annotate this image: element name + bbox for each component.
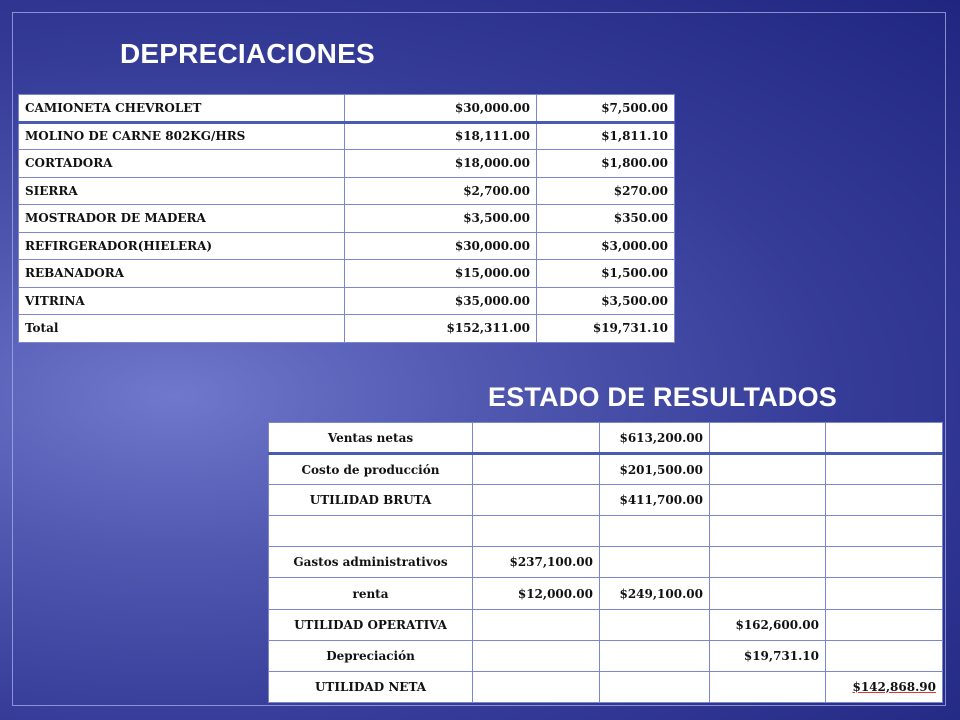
utilidad-neta-value xyxy=(826,671,943,702)
table-row xyxy=(269,671,943,702)
amount-cell xyxy=(710,547,826,578)
amount-cell: $249,100.00 xyxy=(600,578,710,609)
item-cell: REFIRGERADOR(HIELERA) xyxy=(19,232,345,260)
depreciacion-cell: $1,500.00 xyxy=(537,260,675,288)
table-row xyxy=(19,122,675,150)
depreciacion-cell: $19,731.10 xyxy=(537,315,675,343)
amount-cell xyxy=(600,516,710,547)
table-row xyxy=(269,547,943,578)
depreciacion-cell: $1,811.10 xyxy=(537,122,675,150)
amount-cell xyxy=(826,485,943,516)
valor-cell: $15,000.00 xyxy=(345,260,537,288)
item-cell: MOLINO DE CARNE 802KG/HRS xyxy=(19,122,345,150)
valor-cell: $3,500.00 xyxy=(345,205,537,233)
table-row xyxy=(19,150,675,178)
valor-cell: $18,111.00 xyxy=(345,122,537,150)
amount-cell: $613,200.00 xyxy=(600,423,710,454)
item-cell: VITRINA xyxy=(19,287,345,315)
table-row xyxy=(269,423,943,454)
table-row xyxy=(269,454,943,485)
concepto-cell: Costo de producción xyxy=(269,454,473,485)
table-row xyxy=(269,609,943,640)
item-cell: CAMIONETA CHEVROLET xyxy=(19,95,345,123)
item-cell: SIERRA xyxy=(19,177,345,205)
concepto-cell: UTILIDAD NETA xyxy=(269,671,473,702)
table-row xyxy=(19,287,675,315)
amount-cell: $201,500.00 xyxy=(600,454,710,485)
table-row xyxy=(19,95,675,123)
depreciaciones-table xyxy=(18,94,675,343)
valor-cell: $30,000.00 xyxy=(345,232,537,260)
amount-cell xyxy=(600,547,710,578)
concepto-cell: renta xyxy=(269,578,473,609)
concepto-cell: UTILIDAD OPERATIVA xyxy=(269,609,473,640)
valor-cell: $2,700.00 xyxy=(345,177,537,205)
amount-cell xyxy=(473,454,600,485)
amount-cell: $411,700.00 xyxy=(600,485,710,516)
concepto-cell: Ventas netas xyxy=(269,423,473,454)
amount-cell xyxy=(600,671,710,702)
amount-cell xyxy=(600,640,710,671)
item-cell: MOSTRADOR DE MADERA xyxy=(19,205,345,233)
table-row xyxy=(269,485,943,516)
amount-cell xyxy=(710,578,826,609)
table-row xyxy=(269,516,943,547)
table-row xyxy=(19,177,675,205)
concepto-cell: Gastos administrativos xyxy=(269,547,473,578)
valor-cell: $35,000.00 xyxy=(345,287,537,315)
amount-cell: $12,000.00 xyxy=(473,578,600,609)
depreciacion-cell: $3,000.00 xyxy=(537,232,675,260)
estado-resultados-title: ESTADO DE RESULTADOS xyxy=(488,382,838,412)
amount-cell xyxy=(473,640,600,671)
amount-cell xyxy=(710,485,826,516)
depreciaciones-title: DEPRECIACIONES xyxy=(120,38,375,69)
total-row xyxy=(19,315,675,343)
amount-cell: $162,600.00 xyxy=(710,609,826,640)
valor-cell: $30,000.00 xyxy=(345,95,537,123)
estado-resultados-table xyxy=(268,422,943,703)
amount-cell xyxy=(826,547,943,578)
table-row xyxy=(19,232,675,260)
amount-cell xyxy=(826,516,943,547)
amount-cell xyxy=(710,516,826,547)
table-row xyxy=(269,640,943,671)
item-cell: REBANADORA xyxy=(19,260,345,288)
amount-cell xyxy=(473,423,600,454)
item-cell: CORTADORA xyxy=(19,150,345,178)
item-cell: Total xyxy=(19,315,345,343)
amount-cell xyxy=(826,578,943,609)
depreciacion-cell: $3,500.00 xyxy=(537,287,675,315)
amount-cell xyxy=(826,609,943,640)
depreciacion-cell: $7,500.00 xyxy=(537,95,675,123)
concepto-cell: Depreciación xyxy=(269,640,473,671)
amount-cell xyxy=(473,485,600,516)
amount-cell xyxy=(473,671,600,702)
amount-cell xyxy=(600,609,710,640)
table-row xyxy=(19,260,675,288)
depreciacion-cell: $1,800.00 xyxy=(537,150,675,178)
amount-cell xyxy=(826,423,943,454)
concepto-cell: UTILIDAD BRUTA xyxy=(269,485,473,516)
amount-cell xyxy=(710,423,826,454)
amount-cell: $19,731.10 xyxy=(710,640,826,671)
amount-cell xyxy=(826,454,943,485)
amount-cell xyxy=(473,516,600,547)
amount-cell xyxy=(473,609,600,640)
valor-cell: $152,311.00 xyxy=(345,315,537,343)
amount-cell xyxy=(710,671,826,702)
amount-cell xyxy=(826,640,943,671)
table-row xyxy=(269,578,943,609)
utilidad-neta-text: $142,868.90 xyxy=(852,679,936,694)
depreciacion-cell: $350.00 xyxy=(537,205,675,233)
valor-cell: $18,000.00 xyxy=(345,150,537,178)
amount-cell: $237,100.00 xyxy=(473,547,600,578)
amount-cell xyxy=(710,454,826,485)
table-row xyxy=(19,205,675,233)
depreciacion-cell: $270.00 xyxy=(537,177,675,205)
concepto-cell xyxy=(269,516,473,547)
